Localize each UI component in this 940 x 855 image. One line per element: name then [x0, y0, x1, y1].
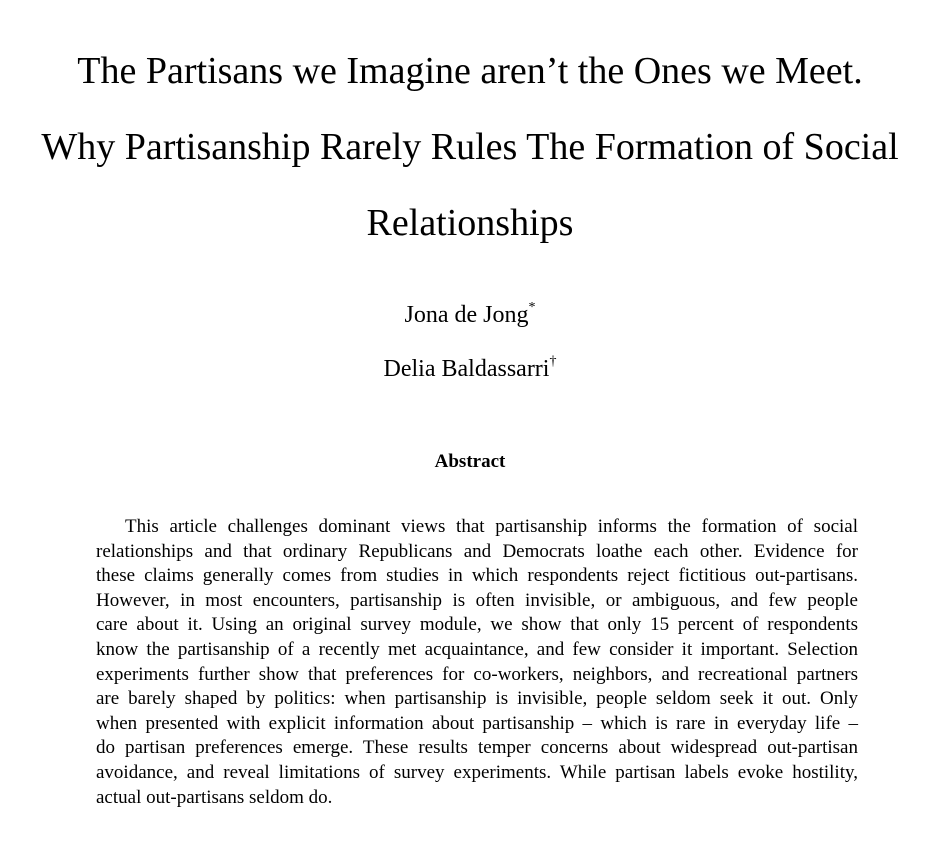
abstract-line: know the partisanship of a recently met acquaintance, and few consider it important. Selection — [96, 638, 858, 660]
abstract-line: experiments further show that preferences for co-workers, neighbors, and recreational partners — [96, 663, 858, 685]
author-2 — [20, 354, 920, 382]
abstract-line: care about it. Using an original survey module, we show that only 15 percent of respondents — [96, 614, 858, 636]
abstract-line: This article challenges dominant views that partisanship informs the formation of social — [125, 516, 858, 537]
author-1-footnote-mark: * — [528, 300, 536, 315]
paper-title-line-3: Relationships — [366, 202, 574, 244]
abstract-body — [96, 515, 858, 810]
abstract-line: relationships and that ordinary Republicans and Democrats loathe each other. Evidence for — [96, 540, 858, 562]
author-2-footnote-mark: † — [549, 354, 557, 369]
abstract-line: actual out-partisans seldom do. — [96, 786, 333, 808]
paper-title-line-2: Why Partisanship Rarely Rules The Formation of Social — [41, 126, 899, 168]
abstract-line: these claims generally comes from studies in which respondents reject fictitious out-partisans. — [96, 565, 858, 587]
author-1-name: Jona de Jong — [404, 302, 529, 328]
abstract-line: when presented with explicit information about partisanship – which is rare in everyday life – — [96, 712, 858, 734]
paper-title-line-1: The Partisans we Imagine aren’t the Ones we Meet. — [77, 50, 863, 92]
author-2-name: Delia Baldassarri — [383, 356, 550, 382]
abstract-line: However, in most encounters, partisanship is often invisible, or ambiguous, and few people — [96, 589, 858, 611]
abstract-line: do partisan preferences emerge. These results temper concerns about widespread out-partisan — [96, 737, 858, 759]
abstract-line: are barely shaped by politics: when partisanship is invisible, people seldom seek it out. Only — [96, 688, 858, 710]
abstract-heading: Abstract — [434, 451, 506, 472]
author-1 — [20, 300, 920, 328]
abstract-line: avoidance, and reveal limitations of survey experiments. While partisan labels evoke hostility, — [96, 761, 858, 783]
